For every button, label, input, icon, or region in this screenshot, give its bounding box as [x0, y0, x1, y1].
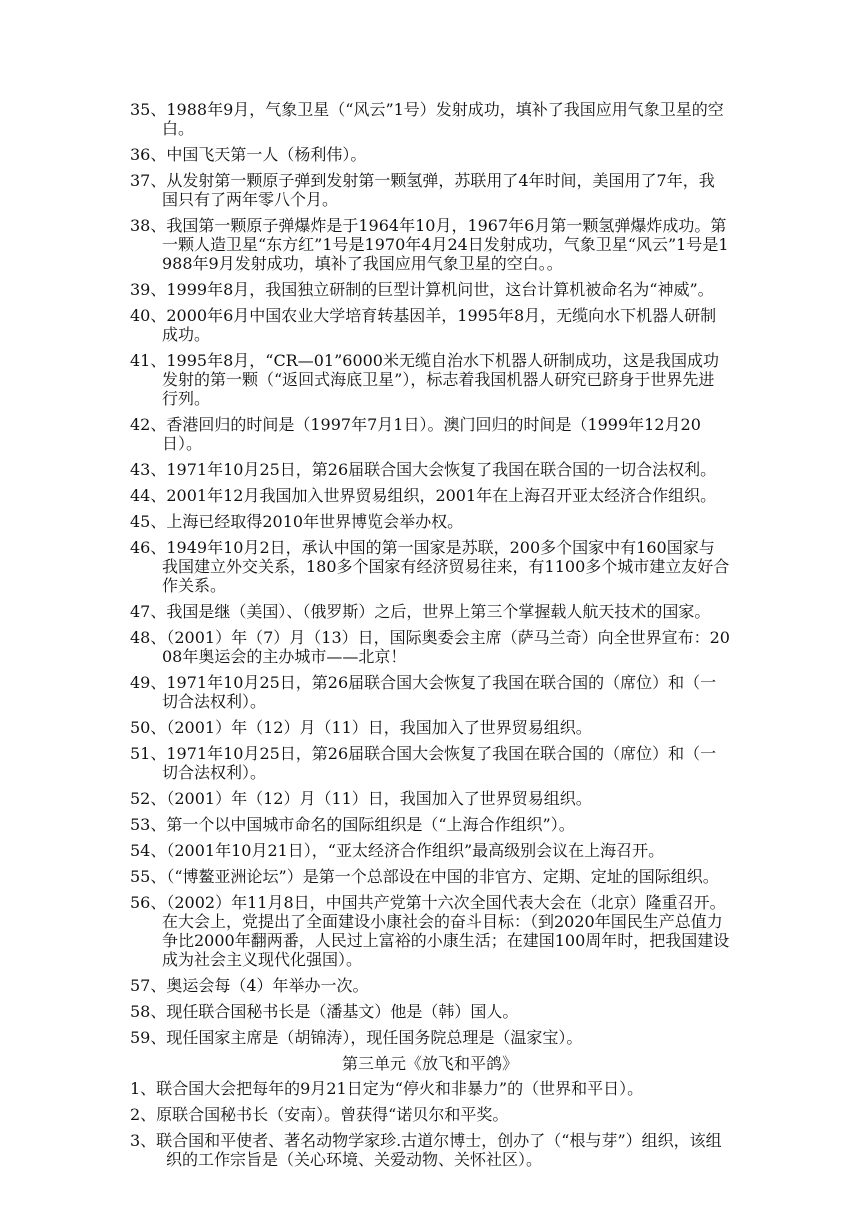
list-item-54: 54、（2001年10月21日），“亚太经济合作组织”最高级别会议在上海召开。 [130, 841, 665, 860]
list-item-41: 41、1995年8月，“CR—01”6000米无缆自治水下机器人研制成功，这是我国成功发射的第一颗（“返回式海底卫星”），标志着我国机器人研究已跻身于世界先进行列。 [130, 351, 719, 408]
list-item-42: 42、香港回归的时间是（1997年7月1日）。澳门回归的时间是（1999年12月20日）。 [130, 415, 701, 453]
list-item-47: 47、我国是继（美国）、（俄罗斯）之后，世界上第三个掌握载人航天技术的国家。 [130, 602, 711, 621]
list-item-37: 37、从发射第一颗原子弹到发射第一颗氢弹，苏联用了4年时间，美国用了7年，我国只有了两年零八个月。 [130, 171, 715, 209]
list-item-43: 43、1971年10月25日，第26届联合国大会恢复了我国在联合国的一切合法权利。 [130, 460, 717, 479]
section-item-3: 3、联合国和平使者、著名动物学家珍.古道尔博士，创办了（“根与芽”）组织，该组织的工作宗旨是（关心环境、关爱动物、关怀社区）。 [130, 1131, 722, 1169]
list-item-38: 38、我国第一颗原子弹爆炸是于1964年10月，1967年6月第一颗氢弹爆炸成功。第一颗人造卫星“东方红”1号是1970年4月24日发射成功，气象卫星“风云”1号是1988年9月发射成功，填补了我国应用气象卫星的空白。。 [130, 216, 729, 273]
list-item-51: 51、1971年10月25日，第26届联合国大会恢复了我国在联合国的（席位）和（一切合法权利）。 [130, 744, 717, 782]
list-item-35: 35、1988年9月，气象卫星（“风云”1号）发射成功，填补了我国应用气象卫星的空白。 [130, 100, 724, 138]
list-item-56: 56、（2002）年11月8日，中国共产党第十六次全国代表大会在（北京）隆重召开。在大会上，党提出了全面建设小康社会的奋斗目标：（到2020年国民生产总值力争比2000年翻两番，人民过上富裕的小康生活；在建国100周年时，把我国建设成为社会主义现代化强国）。 [130, 893, 730, 969]
list-item-36: 36、中国飞天第一人（杨利伟）。 [130, 145, 367, 164]
list-item-49: 49、1971年10月25日，第26届联合国大会恢复了我国在联合国的（席位）和（一切合法权利）。 [130, 673, 717, 711]
list-item-45: 45、上海已经取得2010年世界博览会举办权。 [130, 512, 464, 531]
list-item-39: 39、1999年8月，我国独立研制的巨型计算机问世，这台计算机被命名为“神威”。 [130, 280, 714, 299]
section-title: 第三单元《放飞和平鸽》 [341, 1054, 518, 1073]
list-item-46: 46、1949年10月2日，承认中国的第一国家是苏联，200多个国家中有160国家与我国建立外交关系，180多个国家有经济贸易往来，有1100多个城市建立友好合作关系。 [130, 538, 730, 595]
list-item-52: 52、（2001）年（12）月（11）日，我国加入了世界贸易组织。 [130, 789, 592, 808]
list-item-59: 59、现任国家主席是（胡锦涛），现任国务院总理是（温家宝）。 [130, 1028, 583, 1047]
list-item-55: 55、（“博鳌亚洲论坛”）是第一个总部设在中国的非官方、定期、定址的国际组织。 [130, 867, 719, 886]
list-item-53: 53、第一个以中国城市命名的国际组织是（“上海合作组织”）。 [130, 815, 575, 834]
list-item-50: 50、（2001）年（12）月（11）日，我国加入了世界贸易组织。 [130, 718, 592, 737]
list-item-40: 40、2000年6月中国农业大学培育转基因羊，1995年8月，无缆向水下机器人研制成功。 [130, 306, 717, 344]
list-item-57: 57、奥运会每（4）年举办一次。 [130, 976, 369, 995]
list-item-48: 48、（2001）年（7）月（13）日，国际奥委会主席（萨马兰奇）向全世界宣布：2008年奥运会的主办城市——北京！ [130, 628, 730, 666]
document-content [130, 100, 730, 1176]
section-item-1: 1、联合国大会把每年的9月21日定为“停火和非暴力”的（世界和平日）。 [130, 1079, 644, 1098]
list-item-44: 44、2001年12月我国加入世界贸易组织，2001年在上海召开亚太经济合作组织。 [130, 486, 717, 505]
section-item-2: 2、原联合国秘书长（安南）。曾获得“诺贝尔和平奖。 [130, 1105, 509, 1124]
list-item-58: 58、现任联合国秘书长是（潘基文）他是（韩）国人。 [130, 1002, 519, 1021]
